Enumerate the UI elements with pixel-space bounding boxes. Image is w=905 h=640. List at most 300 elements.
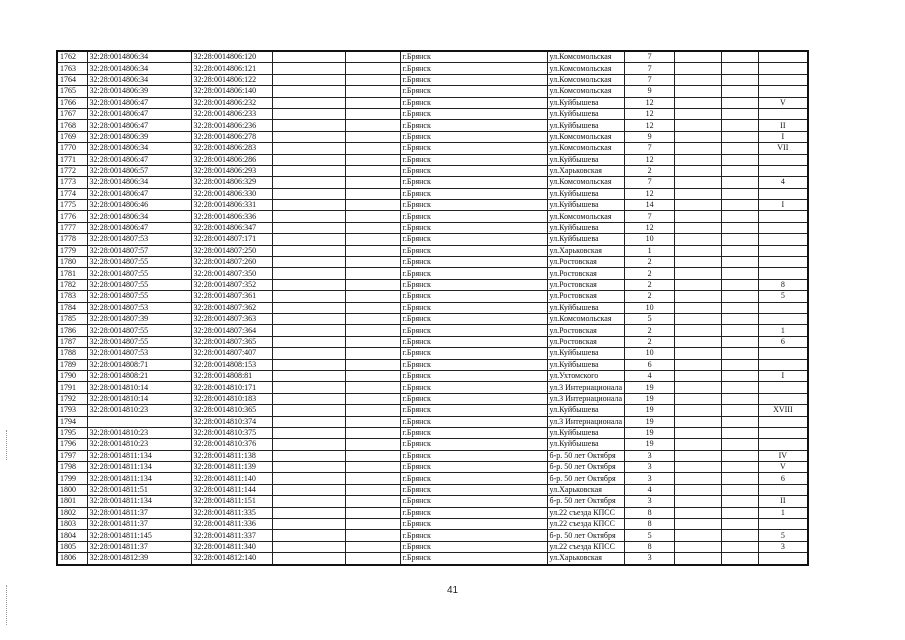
cell-empty	[345, 462, 400, 473]
cell-empty	[345, 86, 400, 97]
cell-city: г.Брянск	[400, 484, 547, 495]
cell-house: 19	[625, 439, 675, 450]
table-row	[57, 165, 808, 176]
cell-empty	[722, 439, 759, 450]
cell-street: ул.22 съезда КПСС	[547, 507, 625, 518]
cell-empty	[675, 450, 722, 461]
cell-empty	[722, 108, 759, 119]
cell-street: ул.Комсомольская	[547, 63, 625, 74]
cell-building	[759, 439, 808, 450]
cell-parent-cadastral-number: 32:28:0014806:34	[87, 143, 191, 154]
cell-empty	[272, 416, 345, 427]
cell-empty	[345, 530, 400, 541]
cell-building	[759, 268, 808, 279]
cell-house: 2	[625, 257, 675, 268]
cell-city: г.Брянск	[400, 507, 547, 518]
cell-parent-cadastral-number: 32:28:0014807:55	[87, 268, 191, 279]
cell-house: 2	[625, 336, 675, 347]
table-row	[57, 74, 808, 85]
cell-building: I	[759, 131, 808, 142]
cell-cadastral-number: 32:28:0014807:365	[191, 336, 272, 347]
cell-cadastral-number: 32:28:0014811:139	[191, 462, 272, 473]
cell-record-number: 1795	[57, 427, 87, 438]
cell-cadastral-number: 32:28:0014810:183	[191, 393, 272, 404]
cell-record-number: 1779	[57, 245, 87, 256]
cell-building: 1	[759, 507, 808, 518]
cell-empty	[345, 74, 400, 85]
cell-empty	[272, 530, 345, 541]
cell-empty	[675, 188, 722, 199]
cell-empty	[675, 496, 722, 507]
cell-cadastral-number: 32:28:0014810:171	[191, 382, 272, 393]
cell-street: ул.Ростовская	[547, 279, 625, 290]
cell-empty	[722, 131, 759, 142]
cell-building: II	[759, 120, 808, 131]
cell-city: г.Брянск	[400, 108, 547, 119]
cell-house: 3	[625, 450, 675, 461]
cell-house: 19	[625, 427, 675, 438]
cell-empty	[272, 519, 345, 530]
cell-street: ул.Харьковская	[547, 245, 625, 256]
cell-empty	[722, 257, 759, 268]
cell-cadastral-number: 32:28:0014806:236	[191, 120, 272, 131]
cell-empty	[345, 507, 400, 518]
cell-empty	[722, 245, 759, 256]
cell-building: 5	[759, 530, 808, 541]
cell-building	[759, 245, 808, 256]
table-row	[57, 279, 808, 290]
cell-cadastral-number: 32:28:0014811:144	[191, 484, 272, 495]
table-row	[57, 154, 808, 165]
table-row	[57, 120, 808, 131]
cell-empty	[272, 143, 345, 154]
cell-parent-cadastral-number: 32:28:0014806:47	[87, 188, 191, 199]
cell-house: 10	[625, 348, 675, 359]
cell-street: ул.Ростовская	[547, 257, 625, 268]
cell-empty	[722, 462, 759, 473]
cell-parent-cadastral-number: 32:28:0014806:39	[87, 131, 191, 142]
cell-city: г.Брянск	[400, 143, 547, 154]
cell-city: г.Брянск	[400, 97, 547, 108]
cell-city: г.Брянск	[400, 496, 547, 507]
cell-empty	[722, 97, 759, 108]
cell-empty	[722, 279, 759, 290]
cell-empty	[272, 348, 345, 359]
cell-record-number: 1794	[57, 416, 87, 427]
cell-building	[759, 211, 808, 222]
table-row	[57, 200, 808, 211]
cell-cadastral-number: 32:28:0014810:375	[191, 427, 272, 438]
table-row	[57, 507, 808, 518]
cell-city: г.Брянск	[400, 188, 547, 199]
cell-street: ул.Ростовская	[547, 268, 625, 279]
cell-city: г.Брянск	[400, 393, 547, 404]
cell-empty	[272, 120, 345, 131]
cell-cadastral-number: 32:28:0014807:361	[191, 291, 272, 302]
cell-city: г.Брянск	[400, 131, 547, 142]
cell-parent-cadastral-number	[87, 416, 191, 427]
cell-building	[759, 313, 808, 324]
cell-empty	[272, 108, 345, 119]
cell-empty	[675, 382, 722, 393]
cell-record-number: 1798	[57, 462, 87, 473]
cell-building: VII	[759, 143, 808, 154]
cell-house: 2	[625, 268, 675, 279]
cell-city: г.Брянск	[400, 165, 547, 176]
cell-cadastral-number: 32:28:0014807:363	[191, 313, 272, 324]
cell-record-number: 1805	[57, 541, 87, 552]
cell-street: ул.3 Интернационала	[547, 393, 625, 404]
cell-empty	[722, 291, 759, 302]
cell-building: 8	[759, 279, 808, 290]
cell-street: ул.3 Интернационала	[547, 416, 625, 427]
cell-empty	[345, 154, 400, 165]
cell-house: 2	[625, 291, 675, 302]
cell-record-number: 1796	[57, 439, 87, 450]
cell-street: ул.Куйбышева	[547, 405, 625, 416]
cell-empty	[722, 86, 759, 97]
cell-empty	[345, 63, 400, 74]
cell-empty	[272, 211, 345, 222]
cell-house: 3	[625, 553, 675, 565]
registry-table-body	[57, 51, 808, 565]
cell-empty	[675, 519, 722, 530]
cell-empty	[675, 393, 722, 404]
cell-street: ул.Харьковская	[547, 553, 625, 565]
cell-empty	[272, 427, 345, 438]
cell-cadastral-number: 32:28:0014807:250	[191, 245, 272, 256]
cell-building	[759, 553, 808, 565]
cell-house: 9	[625, 86, 675, 97]
cell-house: 2	[625, 325, 675, 336]
cell-house: 12	[625, 154, 675, 165]
cell-record-number: 1782	[57, 279, 87, 290]
cell-street: ул.Комсомольская	[547, 211, 625, 222]
cell-street: ул.Куйбышева	[547, 108, 625, 119]
cell-record-number: 1787	[57, 336, 87, 347]
cell-empty	[675, 86, 722, 97]
cell-city: г.Брянск	[400, 279, 547, 290]
cell-house: 7	[625, 143, 675, 154]
cell-building: I	[759, 370, 808, 381]
cell-parent-cadastral-number: 32:28:0014807:53	[87, 234, 191, 245]
cell-street: ул.Комсомольская	[547, 74, 625, 85]
cell-empty	[345, 484, 400, 495]
cell-empty	[272, 222, 345, 233]
cell-empty	[345, 200, 400, 211]
cell-building	[759, 51, 808, 63]
table-row	[57, 268, 808, 279]
cell-parent-cadastral-number: 32:28:0014811:134	[87, 462, 191, 473]
cell-empty	[675, 245, 722, 256]
cell-street: ул.Куйбышева	[547, 427, 625, 438]
cell-empty	[675, 234, 722, 245]
cell-parent-cadastral-number: 32:28:0014810:23	[87, 439, 191, 450]
cell-cadastral-number: 32:28:0014811:140	[191, 473, 272, 484]
cell-house: 14	[625, 200, 675, 211]
cell-cadastral-number: 32:28:0014810:376	[191, 439, 272, 450]
cell-parent-cadastral-number: 32:28:0014811:51	[87, 484, 191, 495]
cell-parent-cadastral-number: 32:28:0014807:55	[87, 336, 191, 347]
cell-empty	[345, 51, 400, 63]
table-row	[57, 370, 808, 381]
cell-empty	[675, 484, 722, 495]
cell-parent-cadastral-number: 32:28:0014808:71	[87, 359, 191, 370]
cell-parent-cadastral-number: 32:28:0014807:55	[87, 279, 191, 290]
cell-empty	[675, 553, 722, 565]
cell-empty	[675, 165, 722, 176]
cell-building: V	[759, 462, 808, 473]
table-row	[57, 405, 808, 416]
cell-cadastral-number: 32:28:0014807:260	[191, 257, 272, 268]
cell-parent-cadastral-number: 32:28:0014807:55	[87, 257, 191, 268]
cell-empty	[722, 370, 759, 381]
cell-empty	[345, 120, 400, 131]
cell-empty	[272, 165, 345, 176]
cell-parent-cadastral-number: 32:28:0014806:47	[87, 108, 191, 119]
cell-city: г.Брянск	[400, 200, 547, 211]
table-row	[57, 211, 808, 222]
cell-house: 12	[625, 97, 675, 108]
cell-empty	[272, 200, 345, 211]
cell-empty	[272, 359, 345, 370]
cell-record-number: 1790	[57, 370, 87, 381]
cell-house: 12	[625, 222, 675, 233]
cell-house: 8	[625, 507, 675, 518]
table-row	[57, 519, 808, 530]
cell-parent-cadastral-number: 32:28:0014807:55	[87, 291, 191, 302]
cell-parent-cadastral-number: 32:28:0014808:21	[87, 370, 191, 381]
table-row	[57, 530, 808, 541]
table-row	[57, 336, 808, 347]
cell-parent-cadastral-number: 32:28:0014806:57	[87, 165, 191, 176]
cell-parent-cadastral-number: 32:28:0014807:57	[87, 245, 191, 256]
cell-cadastral-number: 32:28:0014806:331	[191, 200, 272, 211]
cell-empty	[272, 496, 345, 507]
cell-house: 10	[625, 302, 675, 313]
cell-empty	[675, 154, 722, 165]
cell-city: г.Брянск	[400, 370, 547, 381]
cell-cadastral-number: 32:28:0014807:407	[191, 348, 272, 359]
cell-city: г.Брянск	[400, 473, 547, 484]
cell-empty	[722, 51, 759, 63]
cell-city: г.Брянск	[400, 462, 547, 473]
cell-city: г.Брянск	[400, 302, 547, 313]
cell-empty	[345, 496, 400, 507]
cell-empty	[272, 325, 345, 336]
cell-record-number: 1791	[57, 382, 87, 393]
cell-parent-cadastral-number: 32:28:0014806:34	[87, 63, 191, 74]
cell-parent-cadastral-number: 32:28:0014810:14	[87, 382, 191, 393]
cell-empty	[722, 473, 759, 484]
cell-parent-cadastral-number: 32:28:0014807:53	[87, 348, 191, 359]
cell-record-number: 1769	[57, 131, 87, 142]
registry-table	[56, 50, 809, 566]
cell-empty	[345, 427, 400, 438]
cell-record-number: 1789	[57, 359, 87, 370]
cell-parent-cadastral-number: 32:28:0014810:23	[87, 405, 191, 416]
cell-empty	[722, 211, 759, 222]
cell-cadastral-number: 32:28:0014808:81	[191, 370, 272, 381]
cell-record-number: 1775	[57, 200, 87, 211]
table-row	[57, 393, 808, 404]
cell-city: г.Брянск	[400, 405, 547, 416]
cell-street: ул.Ростовская	[547, 336, 625, 347]
cell-empty	[272, 257, 345, 268]
cell-cadastral-number: 32:28:0014811:335	[191, 507, 272, 518]
cell-cadastral-number: 32:28:0014806:329	[191, 177, 272, 188]
cell-cadastral-number: 32:28:0014810:374	[191, 416, 272, 427]
cell-empty	[722, 484, 759, 495]
cell-city: г.Брянск	[400, 120, 547, 131]
cell-building: XVIII	[759, 405, 808, 416]
cell-cadastral-number: 32:28:0014811:336	[191, 519, 272, 530]
cell-empty	[675, 74, 722, 85]
cell-building	[759, 154, 808, 165]
cell-house: 3	[625, 496, 675, 507]
cell-house: 19	[625, 416, 675, 427]
cell-empty	[272, 245, 345, 256]
cell-building	[759, 302, 808, 313]
cell-empty	[345, 188, 400, 199]
cell-house: 3	[625, 473, 675, 484]
cell-building: I	[759, 200, 808, 211]
cell-parent-cadastral-number: 32:28:0014811:37	[87, 507, 191, 518]
cell-empty	[722, 496, 759, 507]
cell-empty	[345, 416, 400, 427]
table-row	[57, 553, 808, 565]
cell-street: ул.Комсомольская	[547, 143, 625, 154]
cell-cadastral-number: 32:28:0014807:171	[191, 234, 272, 245]
cell-city: г.Брянск	[400, 519, 547, 530]
cell-city: г.Брянск	[400, 177, 547, 188]
cell-empty	[272, 279, 345, 290]
cell-street: ул.Куйбышева	[547, 154, 625, 165]
page-number: 41	[446, 585, 459, 596]
cell-parent-cadastral-number: 32:28:0014806:34	[87, 177, 191, 188]
cell-empty	[722, 200, 759, 211]
cell-cadastral-number: 32:28:0014806:283	[191, 143, 272, 154]
cell-empty	[272, 268, 345, 279]
cell-record-number: 1773	[57, 177, 87, 188]
cell-empty	[345, 222, 400, 233]
cell-city: г.Брянск	[400, 86, 547, 97]
cell-parent-cadastral-number: 32:28:0014806:46	[87, 200, 191, 211]
cell-street: ул.Куйбышева	[547, 97, 625, 108]
cell-street: б-р. 50 лет Октября	[547, 530, 625, 541]
table-row	[57, 177, 808, 188]
cell-house: 7	[625, 211, 675, 222]
cell-city: г.Брянск	[400, 268, 547, 279]
table-row	[57, 325, 808, 336]
cell-empty	[272, 382, 345, 393]
cell-empty	[675, 439, 722, 450]
cell-city: г.Брянск	[400, 416, 547, 427]
cell-street: б-р. 50 лет Октября	[547, 496, 625, 507]
cell-empty	[272, 405, 345, 416]
cell-empty	[675, 405, 722, 416]
cell-record-number: 1801	[57, 496, 87, 507]
cell-record-number: 1786	[57, 325, 87, 336]
cell-house: 7	[625, 177, 675, 188]
cell-building: 4	[759, 177, 808, 188]
cell-empty	[722, 336, 759, 347]
cell-empty	[345, 234, 400, 245]
table-row	[57, 427, 808, 438]
cell-city: г.Брянск	[400, 245, 547, 256]
cell-parent-cadastral-number: 32:28:0014811:37	[87, 519, 191, 530]
cell-empty	[722, 154, 759, 165]
cell-street: б-р. 50 лет Октября	[547, 462, 625, 473]
cell-cadastral-number: 32:28:0014806:278	[191, 131, 272, 142]
cell-empty	[675, 370, 722, 381]
cell-cadastral-number: 32:28:0014811:151	[191, 496, 272, 507]
cell-record-number: 1774	[57, 188, 87, 199]
cell-empty	[722, 405, 759, 416]
cell-house: 12	[625, 120, 675, 131]
cell-empty	[675, 507, 722, 518]
cell-building: 5	[759, 291, 808, 302]
cell-cadastral-number: 32:28:0014811:340	[191, 541, 272, 552]
cell-empty	[345, 325, 400, 336]
cell-building: II	[759, 496, 808, 507]
cell-record-number: 1777	[57, 222, 87, 233]
cell-city: г.Брянск	[400, 211, 547, 222]
cell-empty	[722, 325, 759, 336]
cell-cadastral-number: 32:28:0014807:362	[191, 302, 272, 313]
cell-parent-cadastral-number: 32:28:0014812:39	[87, 553, 191, 565]
cell-building: 1	[759, 325, 808, 336]
cell-street: ул.Комсомольская	[547, 313, 625, 324]
cell-street: ул.22 съезда КПСС	[547, 519, 625, 530]
cell-empty	[722, 359, 759, 370]
cell-record-number: 1792	[57, 393, 87, 404]
cell-street: ул.Куйбышева	[547, 222, 625, 233]
cell-empty	[272, 370, 345, 381]
table-row	[57, 313, 808, 324]
cell-empty	[675, 348, 722, 359]
cell-empty	[345, 359, 400, 370]
cell-cadastral-number: 32:28:0014806:347	[191, 222, 272, 233]
cell-parent-cadastral-number: 32:28:0014806:47	[87, 97, 191, 108]
cell-house: 19	[625, 405, 675, 416]
cell-parent-cadastral-number: 32:28:0014811:134	[87, 473, 191, 484]
cell-building	[759, 519, 808, 530]
cell-empty	[722, 165, 759, 176]
table-row	[57, 222, 808, 233]
cell-house: 19	[625, 393, 675, 404]
table-row	[57, 302, 808, 313]
cell-empty	[345, 473, 400, 484]
cell-empty	[345, 245, 400, 256]
cell-house: 12	[625, 108, 675, 119]
cell-cadastral-number: 32:28:0014806:330	[191, 188, 272, 199]
cell-street: ул.Ухтомского	[547, 370, 625, 381]
cell-city: г.Брянск	[400, 336, 547, 347]
cell-empty	[722, 416, 759, 427]
cell-empty	[272, 154, 345, 165]
table-row	[57, 416, 808, 427]
cell-parent-cadastral-number: 32:28:0014807:39	[87, 313, 191, 324]
cell-city: г.Брянск	[400, 257, 547, 268]
cell-empty	[272, 473, 345, 484]
cell-record-number: 1766	[57, 97, 87, 108]
cell-street: б-р. 50 лет Октября	[547, 450, 625, 461]
cell-record-number: 1784	[57, 302, 87, 313]
cell-parent-cadastral-number: 32:28:0014807:55	[87, 325, 191, 336]
cell-building: 6	[759, 473, 808, 484]
cell-street: ул.Харьковская	[547, 165, 625, 176]
